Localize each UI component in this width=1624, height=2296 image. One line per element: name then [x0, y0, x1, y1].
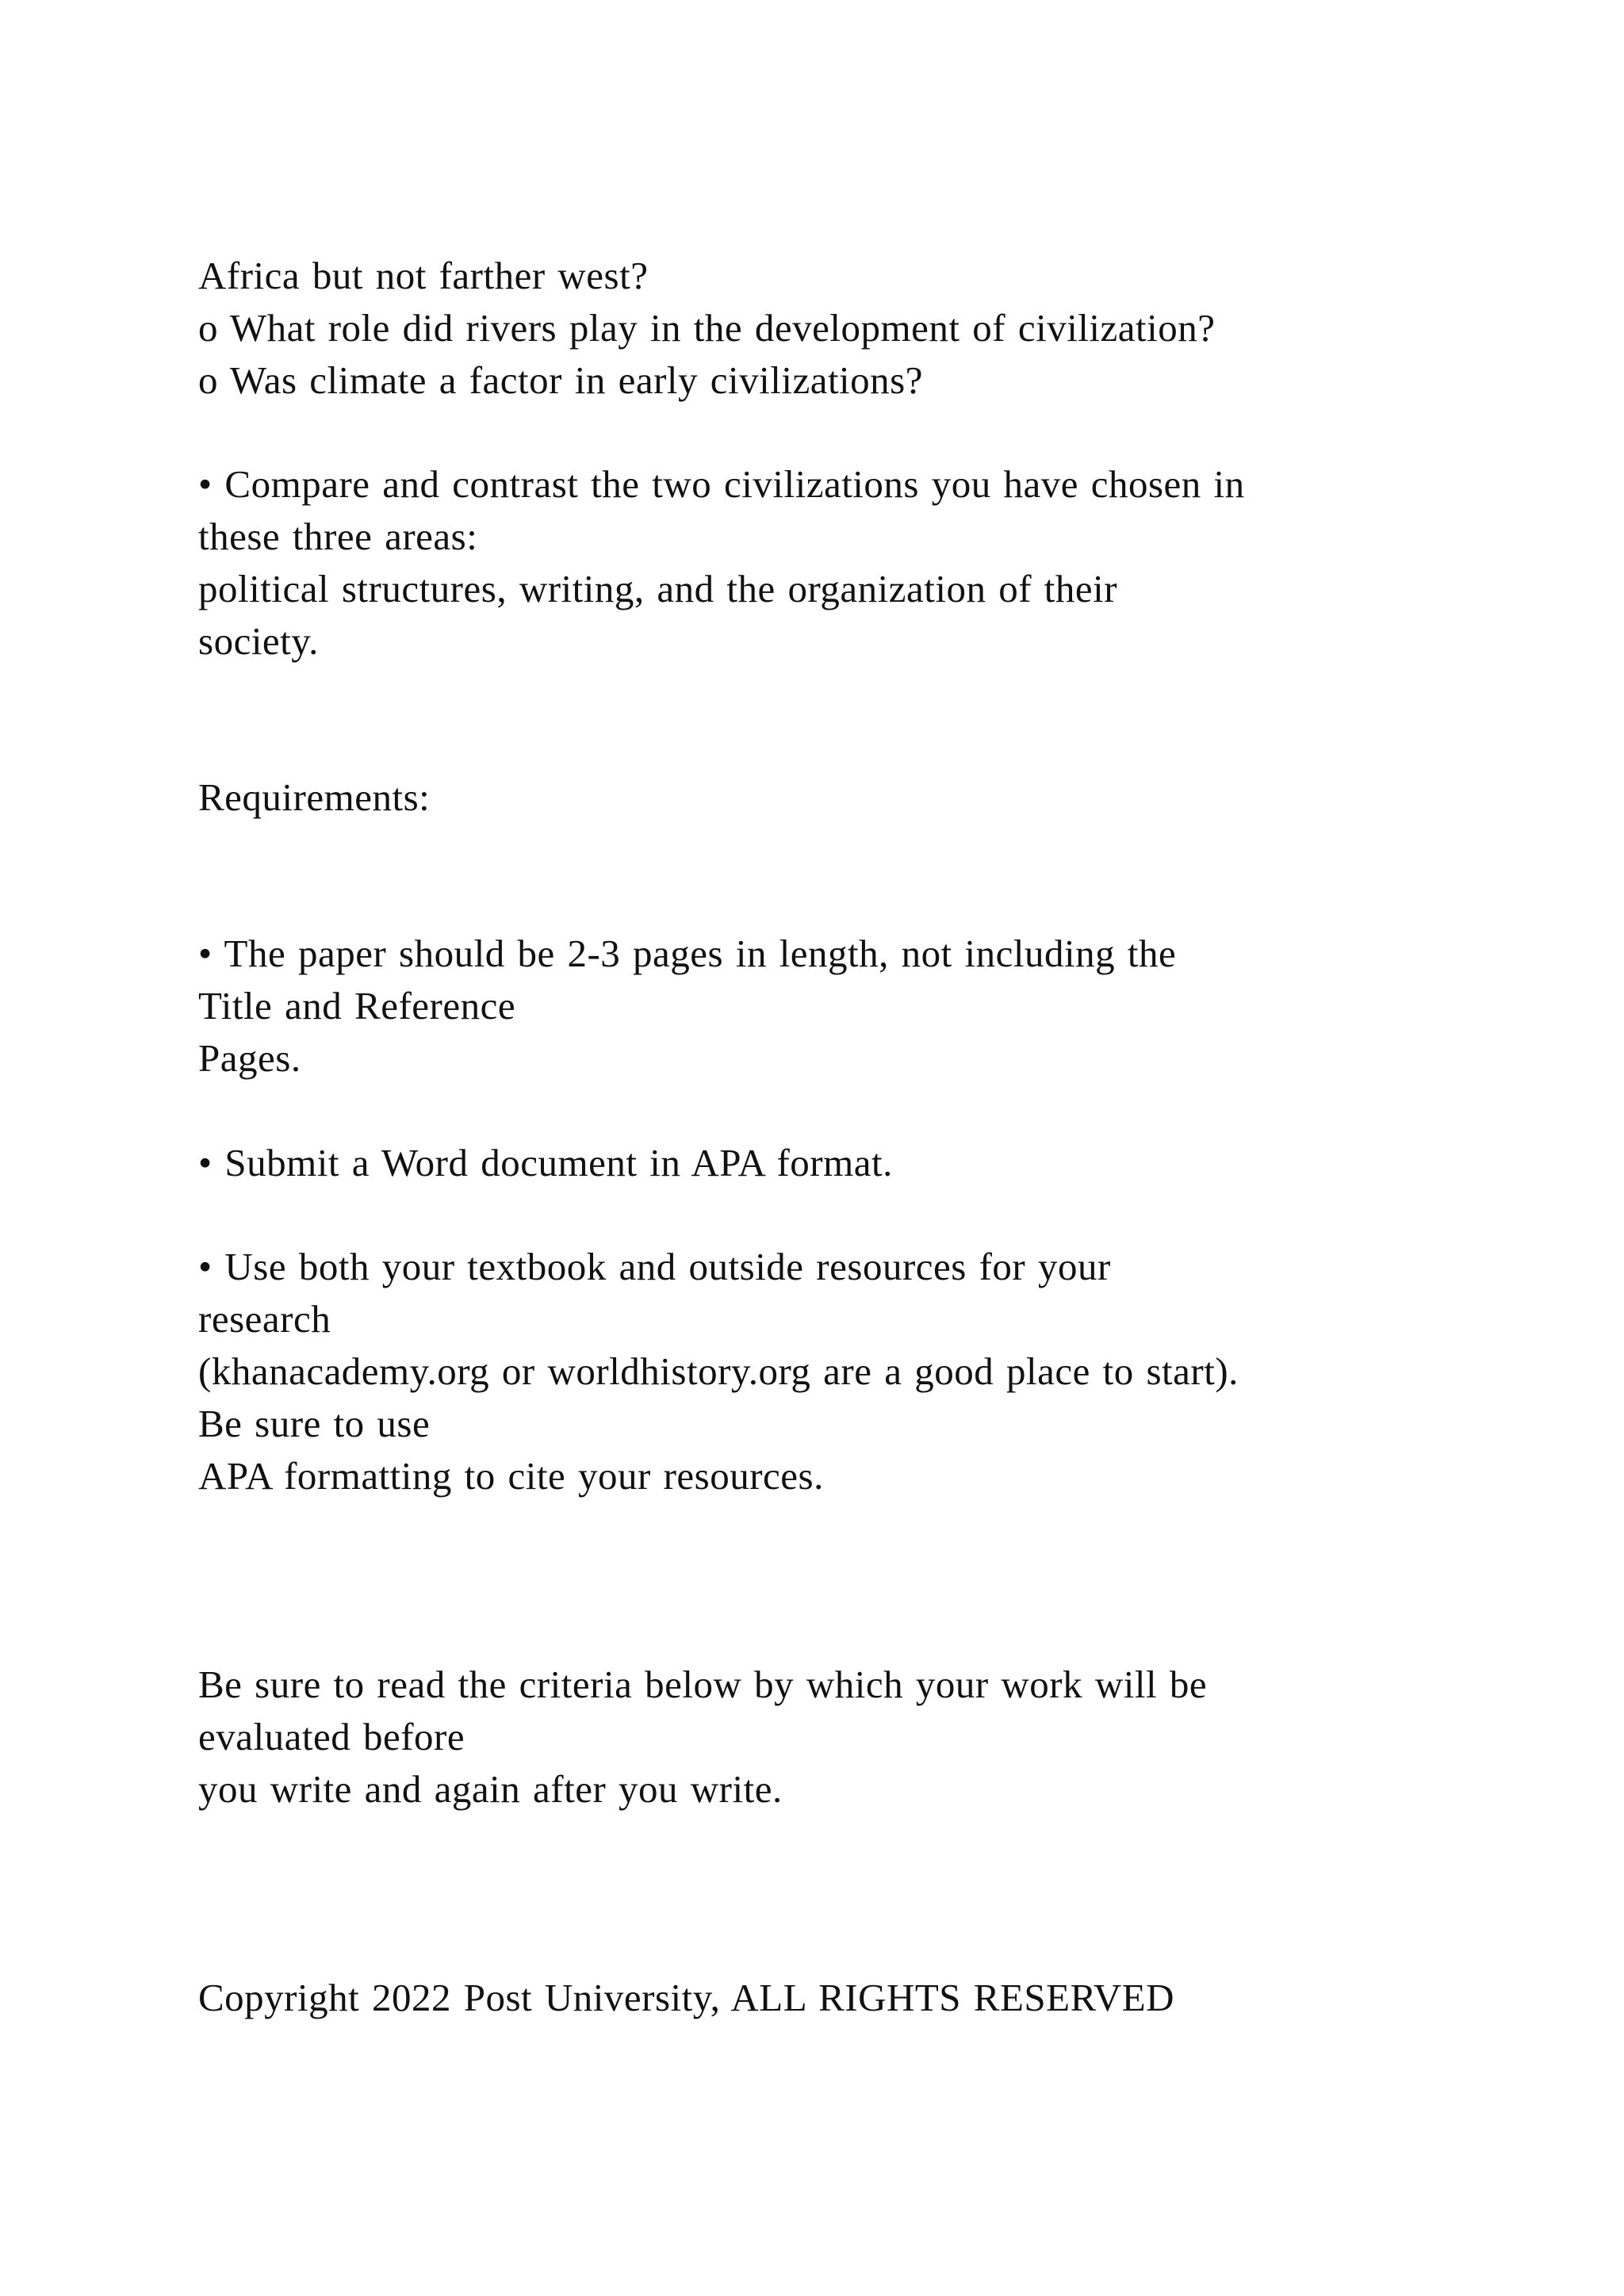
text-line: Be sure to use	[198, 1402, 431, 1445]
text-line: evaluated before	[198, 1715, 465, 1758]
text-line: Be sure to read the criteria below by which your work will be	[198, 1663, 1208, 1706]
question-line: o Was climate a factor in early civilizations?	[198, 358, 923, 402]
text-line: political structures, writing, and the organization of their	[198, 567, 1118, 610]
question-line: o What role did rivers play in the development of civilization?	[198, 306, 1216, 350]
bullet-line: • Submit a Word document in APA format.	[198, 1141, 893, 1184]
bullet-line: • The paper should be 2-3 pages in length, not including the	[198, 932, 1177, 975]
text-line: Title and Reference	[198, 984, 516, 1027]
text-line: you write and again after you write.	[198, 1767, 783, 1811]
bullet-line: • Use both your textbook and outside resources for your	[198, 1245, 1111, 1288]
bullet-line: • Compare and contrast the two civilizations you have chosen in	[198, 462, 1245, 506]
text-line: APA formatting to cite your resources.	[198, 1454, 824, 1498]
text-line: (khanacademy.org or worldhistory.org are a good place to start).	[198, 1349, 1239, 1393]
text-line: society.	[198, 619, 319, 663]
text-line: research	[198, 1297, 331, 1341]
text-line: Africa but not farther west?	[198, 254, 649, 297]
text-line: Pages.	[198, 1036, 301, 1080]
copyright-notice: Copyright 2022 Post University, ALL RIGHTS RESERVED	[198, 1976, 1175, 2019]
section-heading: Requirements:	[198, 775, 431, 819]
text-line: these three areas:	[198, 515, 478, 558]
